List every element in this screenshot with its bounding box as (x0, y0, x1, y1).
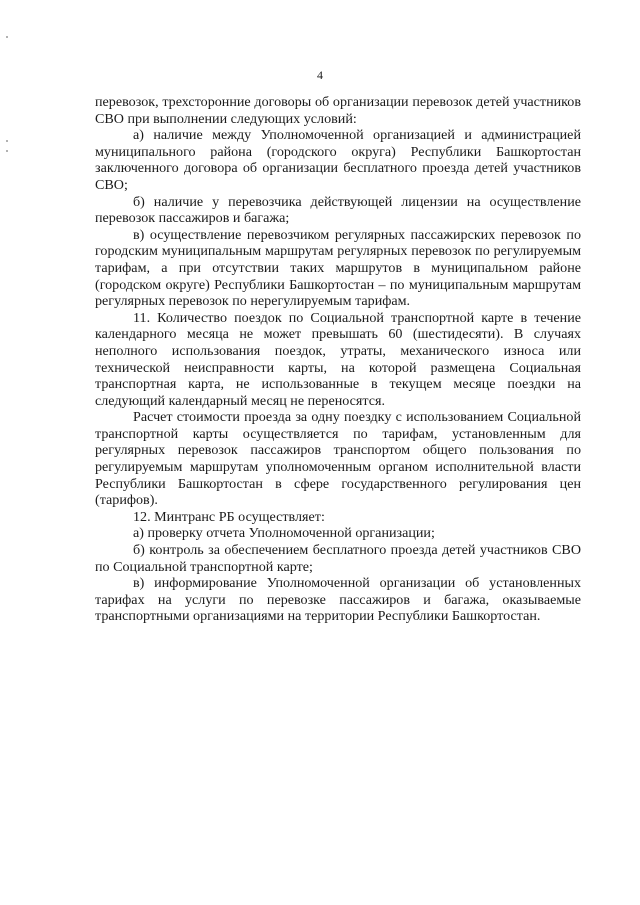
binding-mark (6, 150, 8, 152)
paragraph-condition-b: б) наличие у перевозчика действующей лицензии на осуществление перевозок пассажиров и багажа; (95, 193, 581, 227)
paragraph-clause-12: 12. Минтранс РБ осуществляет: (133, 508, 325, 525)
paragraph-clause-12-c: в) информирование Уполномоченной организации об установленных тарифах на услуги по перевозке пассажиров и багажа, оказываемые транспортными организациями на территории Республики Башкортостан. (95, 575, 581, 625)
paragraph-fare-calculation: Расчет стоимости проезда за одну поездку с использованием Социальной транспортной карты осуществляется по тарифам, установленным для регулярных перевозок пассажиров транспортом общего пользования по регулируемым маршрутам уполномоченным органом исполнительной власти Республики Башкортостан в сфере государственного регулирования цен (тарифов). (95, 409, 581, 509)
paragraph-clause-11: 11. Количество поездок по Социальной транспортной карте в течение календарного месяца не может превышать 60 (шестидесяти). В случаях неполного использования поездок, утраты, механического износа или технической неисправности карты, на которой размещена Социальная транспортная карта, не использованные в текущем месяце поездки на следующий календарный месяц не переносятся. (95, 309, 581, 409)
binding-mark (6, 36, 8, 38)
paragraph-intro-continuation: перевозок, трехсторонние договоры об организации перевозок детей участников СВО при выполнении следующих условий: (95, 94, 581, 127)
page-number: 4 (317, 68, 323, 82)
paragraph-condition-a: а) наличие между Уполномоченной организацией и администрацией муниципального района (городского округа) Республики Башкортостан заключенного договора об организации бесплатного проезда детей участников СВО; (95, 127, 581, 193)
paragraph-clause-12-a: а) проверку отчета Уполномоченной организации; (133, 525, 435, 542)
binding-mark (6, 140, 8, 142)
paragraph-clause-12-b: б) контроль за обеспечением бесплатного проезда детей участников СВО по Социальной транспортной карте; (95, 542, 581, 575)
paragraph-condition-c: в) осуществление перевозчиком регулярных пассажирских перевозок по городским муниципальным маршрутам регулярных перевозок по регулируемым тарифам, а при отсутствии таких маршрутов в муниципальном районе (городском округе) Республики Башкортостан – по муниципальным маршрутам регулярных перевозок по нерегулируемым тарифам. (95, 226, 581, 310)
document-body (95, 94, 581, 625)
